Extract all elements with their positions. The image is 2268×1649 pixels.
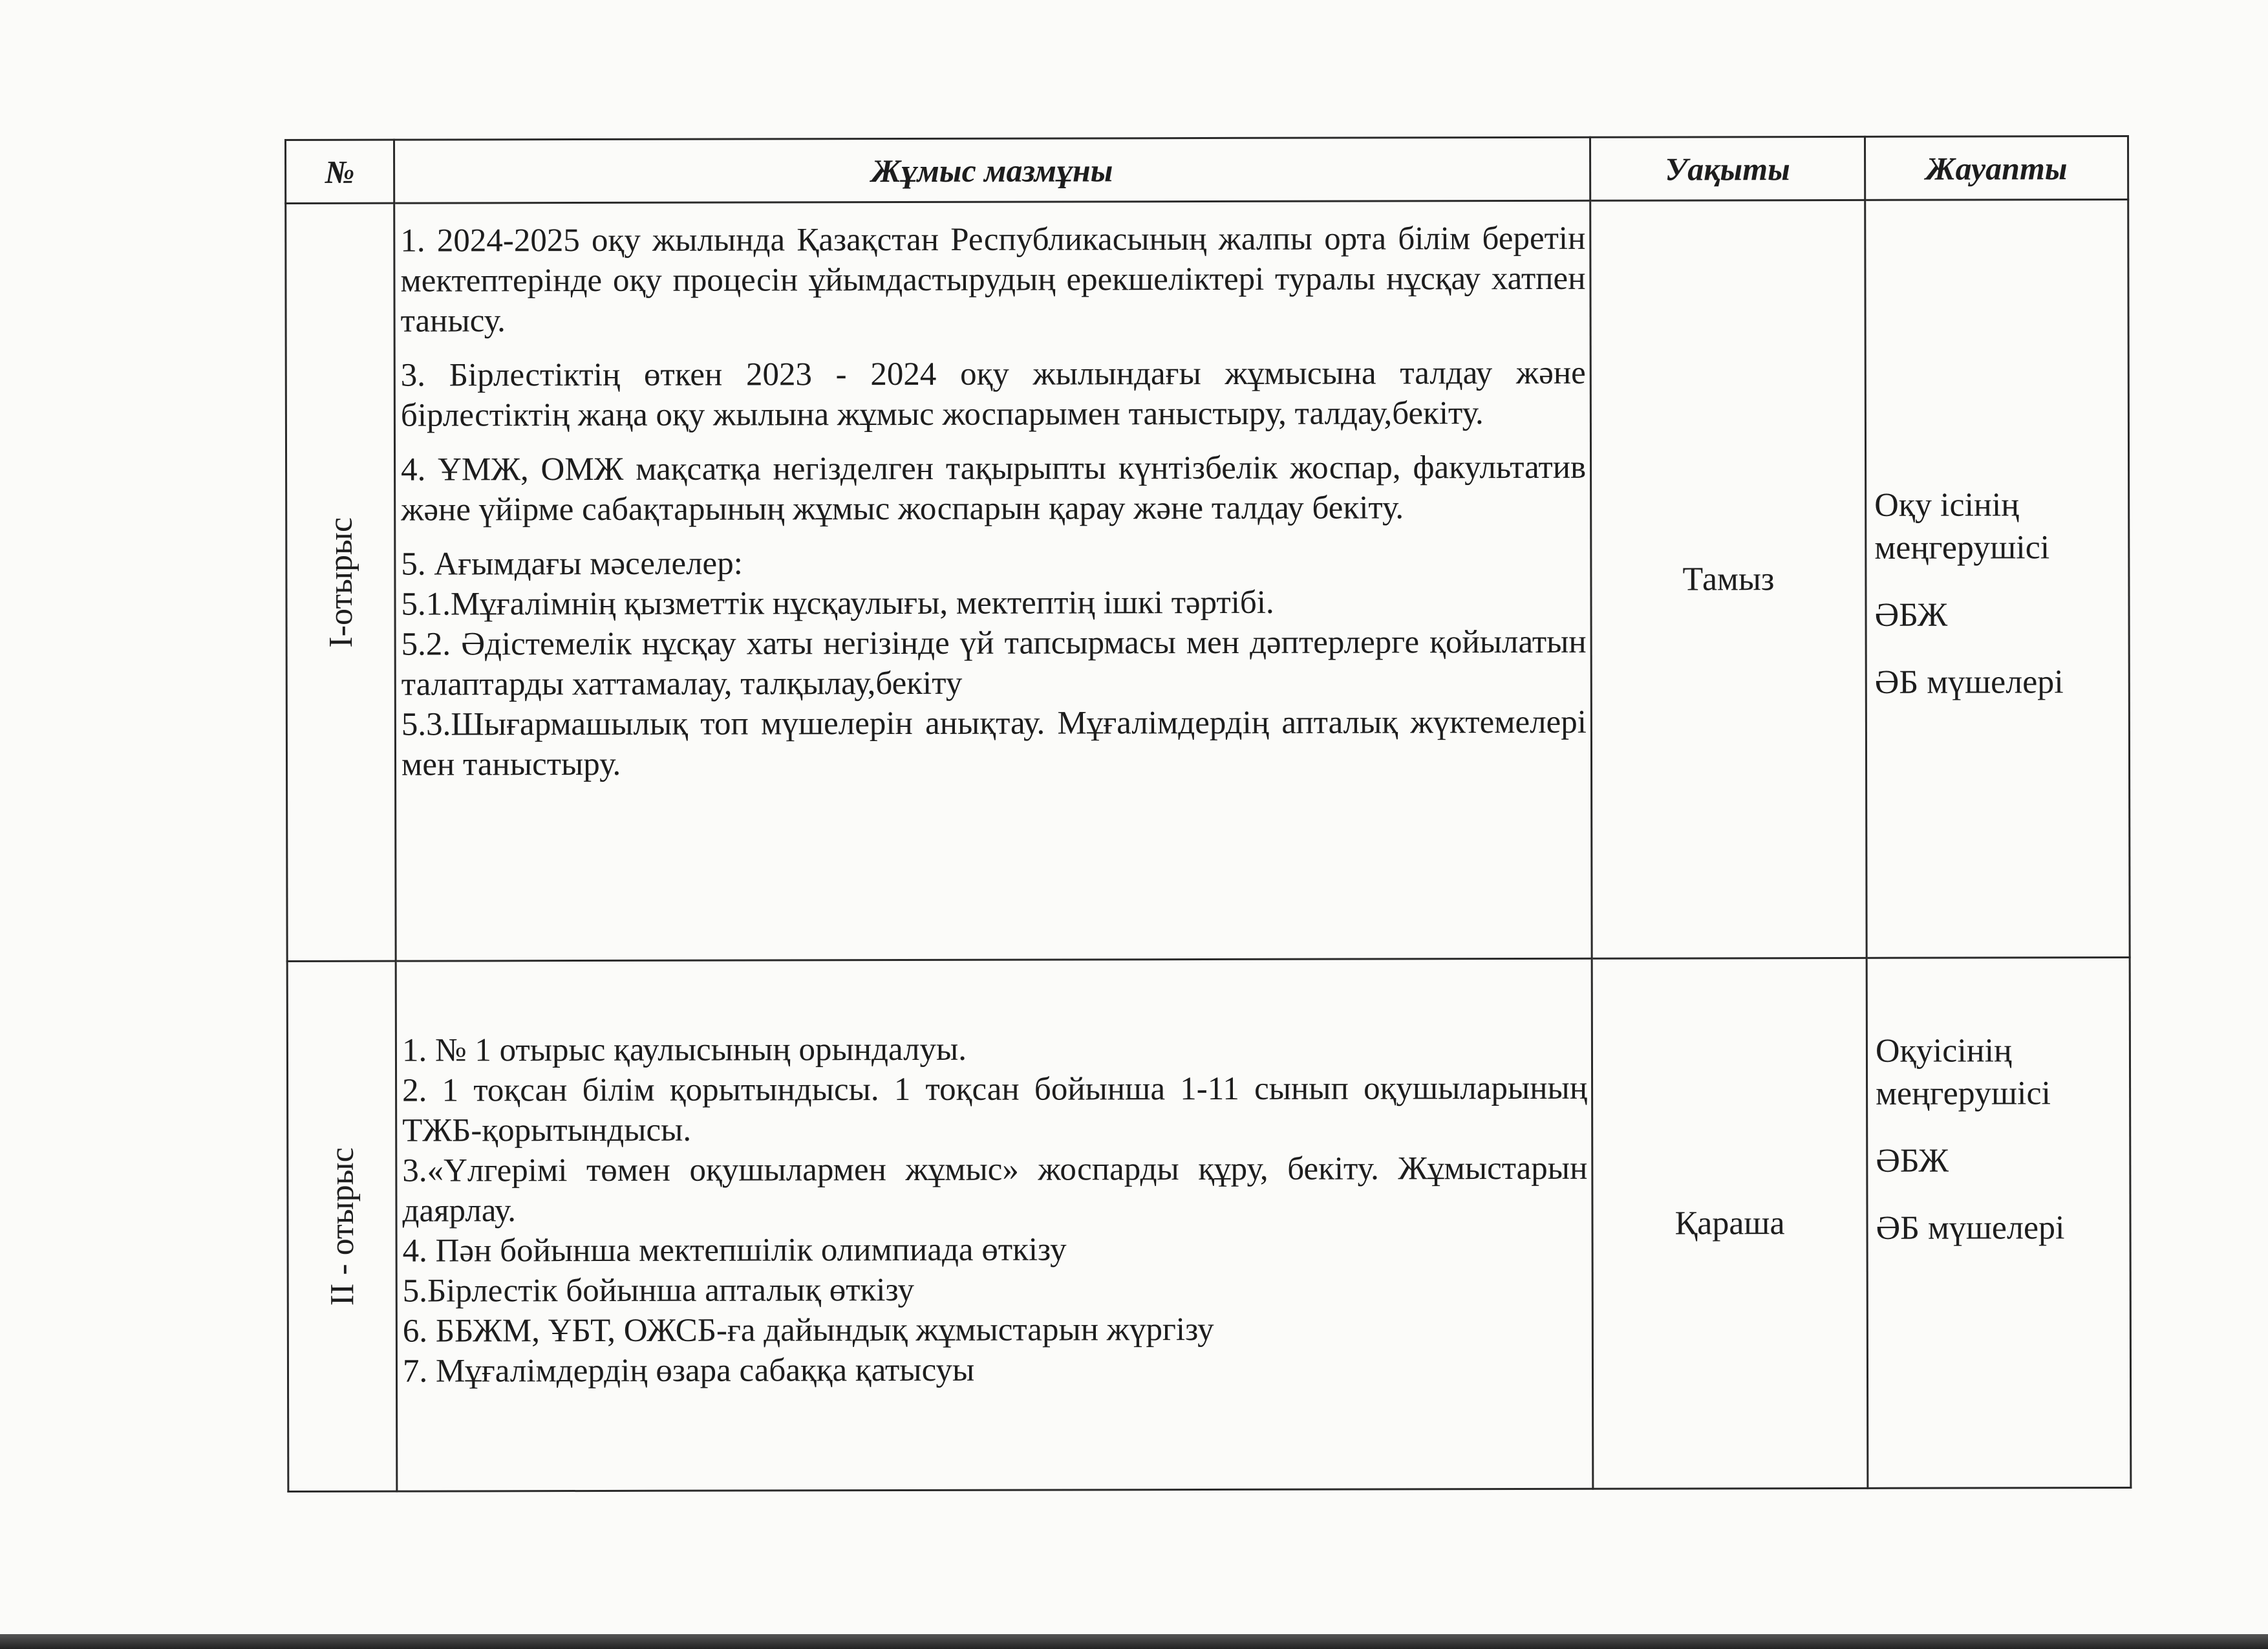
scan-edge-bar (0, 1634, 2268, 1649)
content-cell (394, 200, 1592, 961)
list-item: 7. Мұғалімдердің өзара сабаққа қатысуы (402, 1352, 975, 1390)
responsible-item: ӘБ мүшелері (1876, 1209, 2065, 1247)
list-item: 1. № 1 отырыс қаулысының орындалуы. (401, 1031, 967, 1069)
list-item: 4. ҰМЖ, ОМЖ мақсатқа негізделген тақырыпты күнтізбелік жоспар, факультатив және үйірме сабақтарының жұмыс жоспарын қарау және талдау бекіту. (401, 449, 1587, 528)
list-item: 6. ББЖМ, ҰБТ, ОЖСБ-ға дайындық жұмыстарын жүргізу (402, 1311, 1214, 1350)
table-row-session-2 (287, 958, 2131, 1492)
header-content: Жұмыс мазмұны (394, 137, 1590, 203)
list-item: 4. Пән бойынша мектепшілік олимпиада өткізу (402, 1231, 1067, 1269)
session-label: I-отырыс (322, 517, 359, 648)
list-item: 5.3.Шығармашылық топ мүшелерін анықтау. Мұғалімдердің апталық жүктемелері мен таныстыру. (401, 704, 1587, 783)
header-number: № (286, 140, 394, 203)
responsible-item: Оқуісінің меңгерушісі (1875, 1032, 2051, 1112)
list-item: 3.«Үлгерімі төмен оқушылармен жұмыс» жоспарды құру, бекіту. Жұмыстарын даярлау. (402, 1150, 1588, 1229)
list-item: 1. 2024-2025 оқу жылында Қазақстан Республикасының жалпы орта білім беретін мектептерінде оқу процесін ұйымдастырудың ерекшеліктері туралы нұсқау хатпен танысу. (400, 220, 1586, 339)
list-item: 5.2. Әдістемелік нұсқау хаты негізінде үй тапсырмасы мен дәптерлерге қойылатын талаптарды хаттамалау, талқылау,бекіту (401, 623, 1587, 703)
header-time: Уақыты (1590, 136, 1865, 200)
session-label: II - отырыс (323, 1147, 361, 1306)
list-item: 5.1.Мұғалімнің қызметтік нұсқаулығы, мектептің ішкі тәртібі. (401, 584, 1274, 623)
header-responsible: Жауапты (1865, 136, 2128, 200)
responsible-cell (1867, 958, 2131, 1489)
responsible-item: ӘБЖ (1874, 596, 1948, 634)
list-item: 5. Ағымдағы мәселелер: (401, 545, 743, 583)
content-cell (396, 958, 1593, 1491)
list-item: 3. Бірлестіктің өткен 2023 - 2024 оқу жылындағы жұмысына талдау және бірлестіктің жаңа оқу жылына жұмыс жоспарымен таныстыру, талдау,бекіту. (400, 354, 1586, 434)
session-cell (287, 961, 397, 1491)
table-header-row (286, 136, 2128, 204)
responsible-item: ӘБ мүшелері (1874, 663, 2064, 701)
session-cell (286, 203, 396, 961)
time-cell: Қараша (1592, 958, 1868, 1489)
work-plan-table (284, 135, 2132, 1493)
responsible-item: ӘБЖ (1876, 1142, 1949, 1180)
table-row-session-1 (286, 200, 2130, 962)
list-item: 5.Бірлестік бойынша апталық өткізу (402, 1271, 915, 1310)
list-item: 2. 1 тоқсан білім қорытындысы. 1 тоқсан бойынша 1-11 сынып оқушыларының ТЖБ-қорытындысы. (402, 1070, 1588, 1149)
responsible-cell (1865, 200, 2130, 958)
responsible-item: Оқу ісінің меңгерушісі (1874, 486, 2050, 566)
time-cell: Тамыз (1590, 200, 1867, 958)
